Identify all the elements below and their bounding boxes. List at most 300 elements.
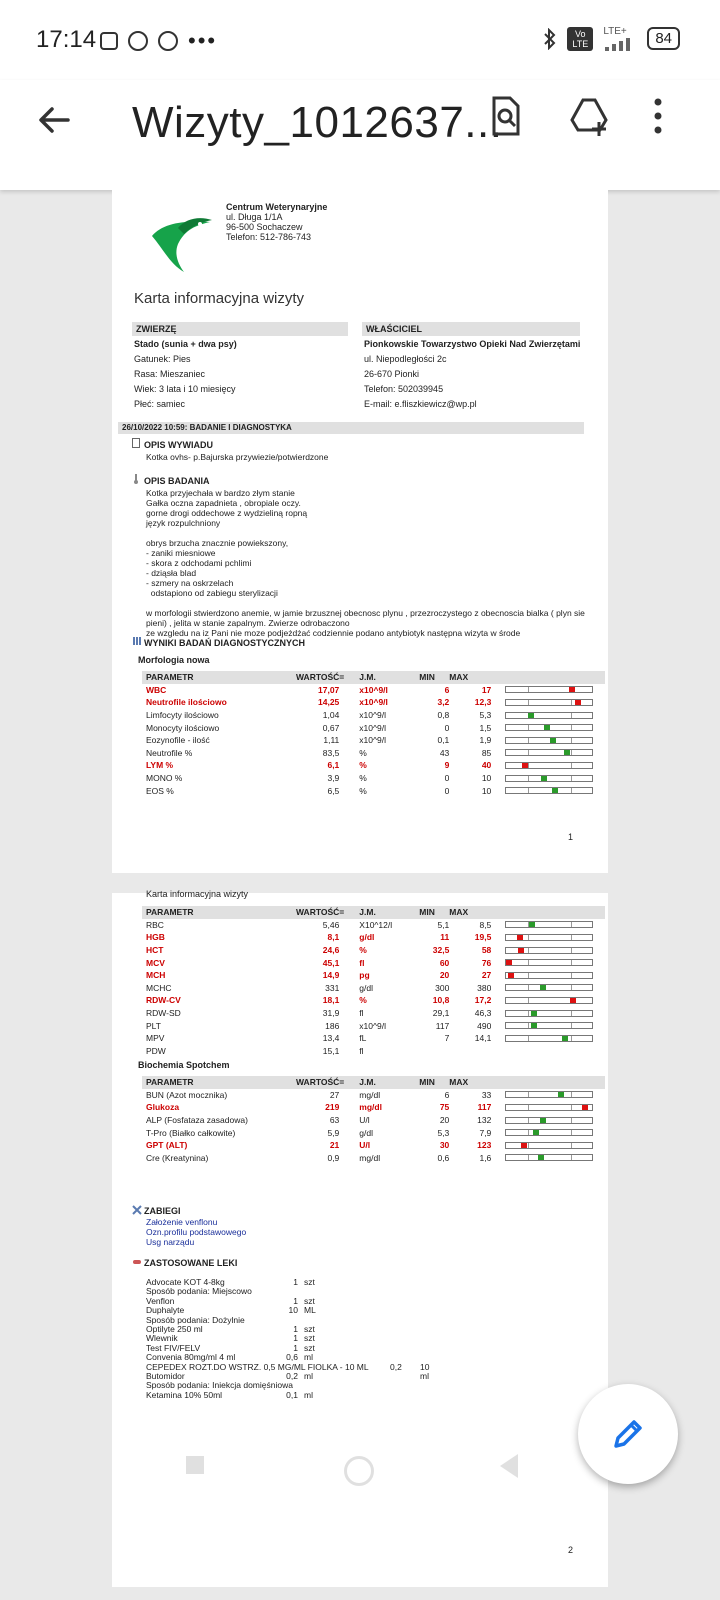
cell-unit: x10^9/l [359, 735, 386, 746]
cell-max: 117 [477, 1102, 492, 1113]
drug-unit: szt [304, 1333, 315, 1344]
cell-unit: mg/dl [359, 1102, 382, 1113]
lte-label: LTE+ [603, 26, 627, 37]
drug-name: Test FIV/FELV [146, 1342, 201, 1353]
cell-max: 76 [481, 957, 492, 968]
animal-age: Wiek: 3 lata i 10 miesięcy [134, 384, 236, 394]
cell-eq [339, 747, 353, 760]
animal-breed: Rasa: Mieszaniec [134, 369, 206, 379]
drug-unit: szt [304, 1342, 315, 1353]
volte-icon: Vo LTE [567, 27, 593, 51]
drug-name: Advocate KOT 4-8kg [146, 1277, 225, 1287]
drug-name: CEPEDEX ROZT.DO WSTRZ. 0,5 MG/ML FIOLKA - 10 ML [146, 1361, 369, 1372]
cell-name: MPV [146, 1033, 165, 1044]
col-unit: J.M. [353, 906, 419, 919]
col-unit: J.M. [353, 1076, 419, 1089]
range-marker [582, 1105, 588, 1110]
cell-unit: % [359, 995, 367, 1006]
find-in-document-icon[interactable] [484, 94, 528, 138]
cell-name: MCHC [146, 982, 172, 993]
cell-min: 29,1 [432, 1008, 450, 1019]
table-header-row [142, 906, 605, 919]
col-bar [491, 906, 605, 919]
cell-min: 6 [444, 684, 450, 695]
drug-unit: ml [304, 1370, 313, 1381]
cell-unit: % [359, 945, 367, 956]
col-param: PARAMETR [142, 1076, 296, 1089]
range-bar [505, 699, 593, 706]
back-nav-button[interactable] [500, 1454, 518, 1478]
col-min: MIN [419, 906, 449, 919]
drug-qty: 0,2 [286, 1370, 298, 1381]
cell-range-bar [491, 1007, 605, 1020]
drug-name: Optilyte 250 ml [146, 1323, 203, 1334]
cell-range-bar [491, 931, 605, 944]
cell-range-bar [491, 709, 605, 722]
range-bar [505, 947, 593, 954]
more-options-icon[interactable] [646, 94, 670, 138]
cell-name: LYM % [146, 760, 174, 771]
exam-line: - skora z odchodami pchlimi [146, 558, 252, 568]
cell-eq [339, 944, 353, 957]
exam-line: - szmery na oskrzelach [146, 578, 234, 588]
procedure-item: Założenie venflonu [146, 1217, 218, 1227]
back-arrow-icon[interactable] [34, 100, 74, 140]
exam-line: pieni) , jelita w stanie zapalnym. Zwierze odrobaczono [146, 618, 350, 628]
cell-range-bar [491, 944, 605, 957]
cell-value: 6,5 [327, 785, 340, 796]
drug-unit: szt [304, 1323, 315, 1334]
range-bar [505, 1035, 593, 1042]
document-icon [132, 438, 140, 448]
exam-line: - zaniki miesniowe [146, 548, 216, 558]
drug-qty: 0,1 [286, 1389, 298, 1400]
drug-name: Sposób podania: Miejscowo [146, 1286, 252, 1297]
range-bar [505, 984, 593, 991]
owner-header: WŁAŚCICIEL [362, 322, 580, 336]
procedure-item: Usg narządu [146, 1237, 195, 1247]
cell-name: Glukoza [146, 1102, 180, 1113]
table-row [142, 1045, 605, 1058]
doc-heading: Karta informacyjna wizyty [134, 290, 305, 307]
table-row [142, 1089, 605, 1102]
cell-range-bar [491, 1139, 605, 1152]
range-marker [529, 922, 535, 927]
range-bar [505, 724, 593, 731]
cell-min: 75 [439, 1102, 450, 1113]
cell-eq [339, 982, 353, 995]
cell-max: 27 [481, 970, 492, 981]
cell-name: T-Pro (Białko całkowite) [146, 1127, 236, 1138]
cell-value: 1,11 [323, 735, 340, 746]
interview-text: Kotka ovhs- p.Bajurska przywiezie/potwierdzone [146, 452, 329, 462]
drug-unit: szt [304, 1295, 315, 1306]
cell-range-bar [491, 956, 605, 969]
range-marker [540, 985, 546, 990]
range-bar [505, 737, 593, 744]
cell-eq [339, 784, 353, 797]
table-row [142, 1126, 605, 1139]
cell-range-bar [491, 759, 605, 772]
range-marker [541, 776, 547, 781]
table-row [142, 969, 605, 982]
cell-eq [339, 734, 353, 747]
cell-value: 0,9 [327, 1152, 340, 1163]
cell-unit: % [359, 747, 367, 758]
cell-max: 46,3 [474, 1008, 492, 1019]
range-bar [505, 1142, 593, 1149]
table-header-row [142, 1076, 605, 1089]
visit-header: 26/10/2022 10:59: BADANIE I DIAGNOSTYKA [118, 422, 584, 434]
home-button[interactable] [344, 1456, 374, 1486]
cell-eq [339, 696, 353, 709]
cell-value: 63 [329, 1115, 340, 1126]
cell-name: Neutrofile ilościowo [146, 697, 227, 708]
range-bar [505, 775, 593, 782]
cell-max: 10 [481, 785, 492, 796]
cell-min: 9 [444, 760, 450, 771]
cell-eq [339, 1007, 353, 1020]
range-bar [505, 686, 593, 693]
cell-min: 32,5 [432, 945, 450, 956]
range-bar [505, 1091, 593, 1098]
cell-unit: % [359, 773, 367, 784]
cell-name: MCH [146, 970, 166, 981]
range-marker [562, 1036, 568, 1041]
cell-name: BUN (Azot mocznika) [146, 1089, 228, 1100]
results-header: WYNIKI BADAŃ DIAGNOSTYCZNYCH [144, 638, 305, 648]
cell-name: MCV [146, 957, 165, 968]
cell-value: 18,1 [322, 995, 340, 1006]
cell-max: 12,3 [474, 697, 492, 708]
range-bar [505, 1129, 593, 1136]
animal-sex: Płeć: samiec [134, 399, 186, 409]
cell-eq [339, 994, 353, 1007]
more-notifications-icon: ••• [188, 28, 218, 53]
col-eq: = [339, 1076, 353, 1089]
cell-range-bar [491, 1126, 605, 1139]
range-bar [505, 762, 593, 769]
cell-max: 17,2 [474, 995, 492, 1006]
procedure-icon [132, 1205, 142, 1215]
cell-unit: fl [359, 957, 365, 968]
animal-name: Stado (sunia + dwa psy) [134, 339, 237, 349]
cell-unit: % [359, 760, 367, 771]
drug-qty: 1 [293, 1342, 298, 1353]
table-row [142, 931, 605, 944]
cell-value: 5,9 [327, 1127, 340, 1138]
cell-unit: mg/dl [359, 1089, 381, 1100]
cell-unit: % [359, 785, 367, 796]
cell-value: 27 [329, 1089, 340, 1100]
exam-line: ze wzgledu na iz Pani nie moze podjeżdżać codziennie podano antybiotyk następna wizyta w środe [146, 628, 521, 638]
cell-value: 83,5 [322, 747, 340, 758]
exam-line: gorne drogi oddechowe z wydzieliną ropną [146, 508, 308, 518]
cell-eq [339, 919, 353, 932]
cell-range-bar [491, 772, 605, 785]
range-bar [505, 959, 593, 966]
cell-min: 0 [444, 785, 450, 796]
message-icon [100, 32, 118, 50]
table-row [142, 696, 605, 709]
cell-value: 3,9 [327, 773, 340, 784]
cell-min: 5,1 [437, 919, 450, 930]
table-row [142, 1019, 605, 1032]
drug-unit: ml [304, 1389, 313, 1400]
test-tubes-icon [132, 636, 142, 646]
page-number: 2 [568, 1545, 574, 1555]
table-row [142, 994, 605, 1007]
cell-value: 8,1 [327, 932, 340, 943]
exam-line: - dziąsła blad [146, 568, 197, 578]
range-marker [544, 725, 550, 730]
drug-unit: 10 ml [420, 1361, 430, 1381]
add-to-drive-icon[interactable] [568, 94, 612, 138]
table-row [142, 919, 605, 932]
cell-max: 5,3 [479, 710, 492, 721]
exam-line: obrys brzucha znacznie powiekszony, [146, 538, 289, 548]
range-marker [518, 948, 524, 953]
cell-min: 3,2 [437, 697, 450, 708]
cell-eq [339, 969, 353, 982]
cell-range-bar [491, 1032, 605, 1045]
col-min: MIN [419, 1076, 449, 1089]
cell-max: 19,5 [474, 932, 492, 943]
range-marker [564, 750, 570, 755]
cell-name: PLT [146, 1020, 161, 1031]
range-marker [552, 788, 558, 793]
cell-eq [339, 956, 353, 969]
cell-eq [339, 931, 353, 944]
table-row [142, 944, 605, 957]
range-marker [522, 763, 528, 768]
cell-range-bar [491, 696, 605, 709]
col-eq: = [339, 906, 353, 919]
col-bar [491, 671, 605, 684]
exam-line: język rozpulchniony [146, 518, 221, 528]
cell-max: 40 [481, 760, 492, 771]
exam-line: w morfologii stwierdzono anemie, w jamie brzusznej obecnosc plynu , przezroczystego z obecnoscia bialka ( plyn sie [146, 608, 585, 618]
cell-name: MONO % [146, 773, 183, 784]
cell-eq [339, 759, 353, 772]
drug-qty: 10 [288, 1305, 298, 1316]
clinic-logo [148, 214, 216, 276]
range-bar [505, 1154, 593, 1161]
cell-name: GPT (ALT) [146, 1140, 188, 1151]
drugs-header: ZASTOSOWANE LEKI [144, 1258, 238, 1268]
range-marker [570, 998, 576, 1003]
col-min: MIN [419, 671, 449, 684]
cell-max: 58 [481, 945, 492, 956]
app-bar [0, 80, 720, 190]
cell-name: PDW [146, 1045, 166, 1056]
col-max: MAX [449, 671, 491, 684]
cell-eq [339, 1126, 353, 1139]
cell-unit: x10^9/l [359, 684, 388, 695]
cell-value: 24,6 [322, 945, 340, 956]
table-row [142, 956, 605, 969]
procedures-list [146, 1217, 246, 1247]
cell-max: 1,5 [479, 722, 492, 733]
cell-unit: pg [359, 970, 370, 981]
cell-max: 14,1 [474, 1033, 492, 1044]
cell-unit: x10^9/l [359, 697, 388, 708]
cell-min: 0,1 [437, 735, 450, 746]
owner-details [364, 337, 580, 412]
range-marker [517, 935, 523, 940]
cell-range-bar [491, 969, 605, 982]
drug-name: Convenia 80mg/ml 4 ml [146, 1352, 236, 1363]
document-title: Wizyty_1012637... [132, 98, 503, 147]
drug-qty: 1 [293, 1295, 298, 1306]
pill-icon [132, 1257, 142, 1267]
messenger-icon [128, 31, 148, 51]
exam-line: Gałka oczna zapadnieta , obropiale oczy. [146, 498, 301, 508]
bluetooth-icon [543, 28, 557, 50]
table-row [142, 747, 605, 760]
cell-unit: x10^9/l [359, 710, 386, 721]
cell-range-bar [491, 1101, 605, 1114]
procedure-item: Ozn.profilu podstawowego [146, 1227, 247, 1237]
pencil-icon [610, 1416, 646, 1452]
range-bar [505, 749, 593, 756]
range-marker [508, 973, 514, 978]
cell-unit: U/l [359, 1115, 370, 1126]
range-bar [505, 1022, 593, 1029]
drug-name: Sposób podania: Iniekcja domięśniowa [146, 1380, 293, 1391]
signal-icon [603, 26, 637, 51]
col-value: WARTOŚĆ [296, 672, 340, 683]
edit-fab-button[interactable] [578, 1384, 678, 1484]
cell-name: RDW-SD [146, 1008, 181, 1019]
cell-max: 33 [481, 1089, 492, 1100]
cell-min: 0,6 [437, 1152, 450, 1163]
range-marker [528, 713, 534, 718]
drug-qty: 1 [293, 1277, 298, 1287]
exam-line [146, 528, 585, 538]
table-row [142, 709, 605, 722]
range-bar [505, 1010, 593, 1017]
cell-max: 85 [481, 747, 492, 758]
cell-min: 20 [439, 1115, 450, 1126]
cell-range-bar [491, 1019, 605, 1032]
range-bar [505, 921, 593, 928]
table-row [142, 759, 605, 772]
cell-eq [339, 1089, 353, 1102]
cell-min: 117 [435, 1020, 450, 1031]
col-max: MAX [449, 906, 491, 919]
cell-name: HGB [146, 932, 165, 943]
cell-name: Neutrofile % [146, 747, 193, 758]
cell-name: ALP (Fosfataza zasadowa) [146, 1115, 248, 1126]
cell-range-bar [491, 747, 605, 760]
table-row [142, 1139, 605, 1152]
range-marker [521, 1143, 527, 1148]
col-eq: = [339, 671, 353, 684]
range-bar [505, 972, 593, 979]
document-page-1 [112, 190, 608, 873]
cell-min: 60 [439, 957, 450, 968]
cell-range-bar [491, 734, 605, 747]
exam-text [146, 488, 585, 638]
range-bar [505, 712, 593, 719]
table-row [142, 1152, 605, 1165]
cell-eq [339, 1032, 353, 1045]
cell-value: 219 [325, 1102, 340, 1113]
table-row [142, 721, 605, 734]
cell-value: 15,1 [322, 1045, 340, 1056]
range-marker [569, 687, 575, 692]
exam-line [146, 598, 585, 608]
cell-min: 0 [444, 773, 450, 784]
cell-max: 132 [477, 1115, 492, 1126]
page-number: 1 [568, 832, 574, 842]
cell-unit: g/dl [359, 982, 374, 993]
drug-name: Duphalyte [146, 1305, 185, 1316]
range-marker [506, 960, 512, 965]
cell-eq [339, 721, 353, 734]
cell-unit: X10^12/l [359, 919, 393, 930]
owner-email: E-mail: e.fliszkiewicz@wp.pl [364, 399, 477, 409]
cell-max: 1,6 [479, 1152, 492, 1163]
range-marker [538, 1155, 544, 1160]
animal-species: Gatunek: Pies [134, 354, 191, 364]
range-marker [558, 1092, 564, 1097]
cell-range-bar [491, 684, 605, 697]
cell-name: Cre (Kreatynina) [146, 1152, 209, 1163]
notification-icons [100, 28, 217, 54]
cell-min: 11 [440, 932, 450, 943]
cell-name: RBC [146, 919, 164, 930]
cell-value: 14,25 [318, 697, 340, 708]
drugs-list [146, 1277, 430, 1400]
cell-value: 45,1 [322, 957, 340, 968]
range-bar [505, 934, 593, 941]
cell-unit: U/l [359, 1140, 371, 1151]
table-row [142, 1007, 605, 1020]
cell-name: EOS % [146, 785, 174, 796]
cell-max: 17 [481, 684, 492, 695]
cell-eq [339, 1139, 353, 1152]
whatsapp-icon [158, 31, 178, 51]
cell-eq [339, 772, 353, 785]
cell-unit: x10^9/l [359, 722, 386, 733]
cell-min: 300 [435, 982, 450, 993]
cell-range-bar [491, 784, 605, 797]
cell-value: 31,9 [322, 1008, 340, 1019]
cell-name: RDW-CV [146, 995, 181, 1006]
cell-range-bar [491, 982, 605, 995]
cell-max: 7,9 [479, 1127, 492, 1138]
page2-header: Karta informacyjna wizyty [146, 889, 249, 899]
clinic-info [226, 202, 327, 242]
cell-min: 43 [439, 747, 450, 758]
col-bar [491, 1076, 605, 1089]
cell-value: 186 [325, 1020, 340, 1031]
drug-qty: 0,2 [390, 1361, 402, 1372]
exam-header: OPIS BADANIA [144, 476, 210, 486]
recent-apps-button[interactable] [186, 1456, 204, 1474]
cell-value: 0,67 [322, 722, 340, 733]
cell-max [449, 1045, 491, 1058]
cell-unit: fL [359, 1033, 367, 1044]
cell-max: 8,5 [479, 919, 492, 930]
table-row [142, 1114, 605, 1127]
drug-qty: 1 [293, 1323, 298, 1334]
cell-range-bar [491, 1045, 605, 1058]
cell-min: 20 [439, 970, 450, 981]
cell-value: 21 [329, 1140, 340, 1151]
